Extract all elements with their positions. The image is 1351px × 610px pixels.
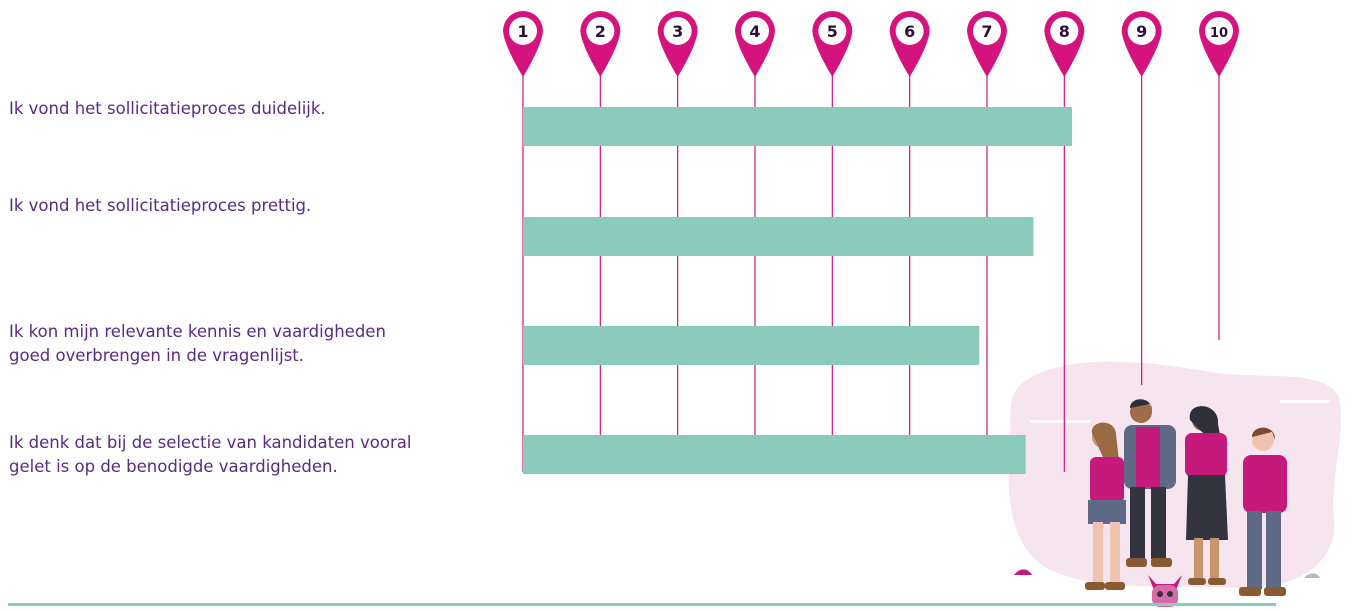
scale-pin (1122, 11, 1162, 77)
bars (523, 107, 1072, 474)
scale-pin (967, 11, 1007, 77)
bar (523, 435, 1026, 474)
statement-label-3: Ik kon mijn relevante kennis en vaardigheden goed overbrengen in de vragenlijst. (9, 322, 386, 365)
scale-tick-label: 6 (904, 22, 916, 41)
statement-label-1: Ik vond het sollicitatieproces duidelijk. (9, 99, 326, 118)
scale-tick-label: 8 (1058, 22, 1070, 41)
statement-label-4: Ik denk dat bij de selectie van kandidaten vooral gelet is op de benodigde vaardigheden. (9, 433, 412, 476)
scale-tick-label: 10 (1209, 26, 1229, 41)
statement-label-2: Ik vond het sollicitatieproces prettig. (9, 196, 312, 215)
scale-tick-label: 5 (826, 22, 838, 41)
people-illustration (1009, 362, 1341, 607)
scale-tick-label: 1 (517, 22, 529, 41)
scale-pin (890, 11, 930, 77)
scale-tick-label: 7 (981, 22, 993, 41)
flower-icon (1014, 569, 1032, 575)
scale-pin (1044, 11, 1084, 77)
scale-pin (735, 11, 775, 77)
bar (523, 326, 979, 365)
bar (523, 217, 1033, 256)
bar (523, 107, 1072, 146)
stone-icon (1304, 574, 1320, 579)
scale-tick-label: 9 (1136, 22, 1148, 41)
scale-pin (580, 11, 620, 77)
bottom-rule (8, 603, 1276, 606)
scale-pins (503, 11, 1239, 77)
scale-pin (1199, 11, 1239, 77)
scale-pin (503, 11, 543, 77)
scale-pin (812, 11, 852, 77)
scale-tick-label: 2 (594, 22, 606, 41)
scale-tick-label: 3 (672, 22, 684, 41)
scale-tick-label: 4 (749, 22, 761, 41)
scale-pin (658, 11, 698, 77)
